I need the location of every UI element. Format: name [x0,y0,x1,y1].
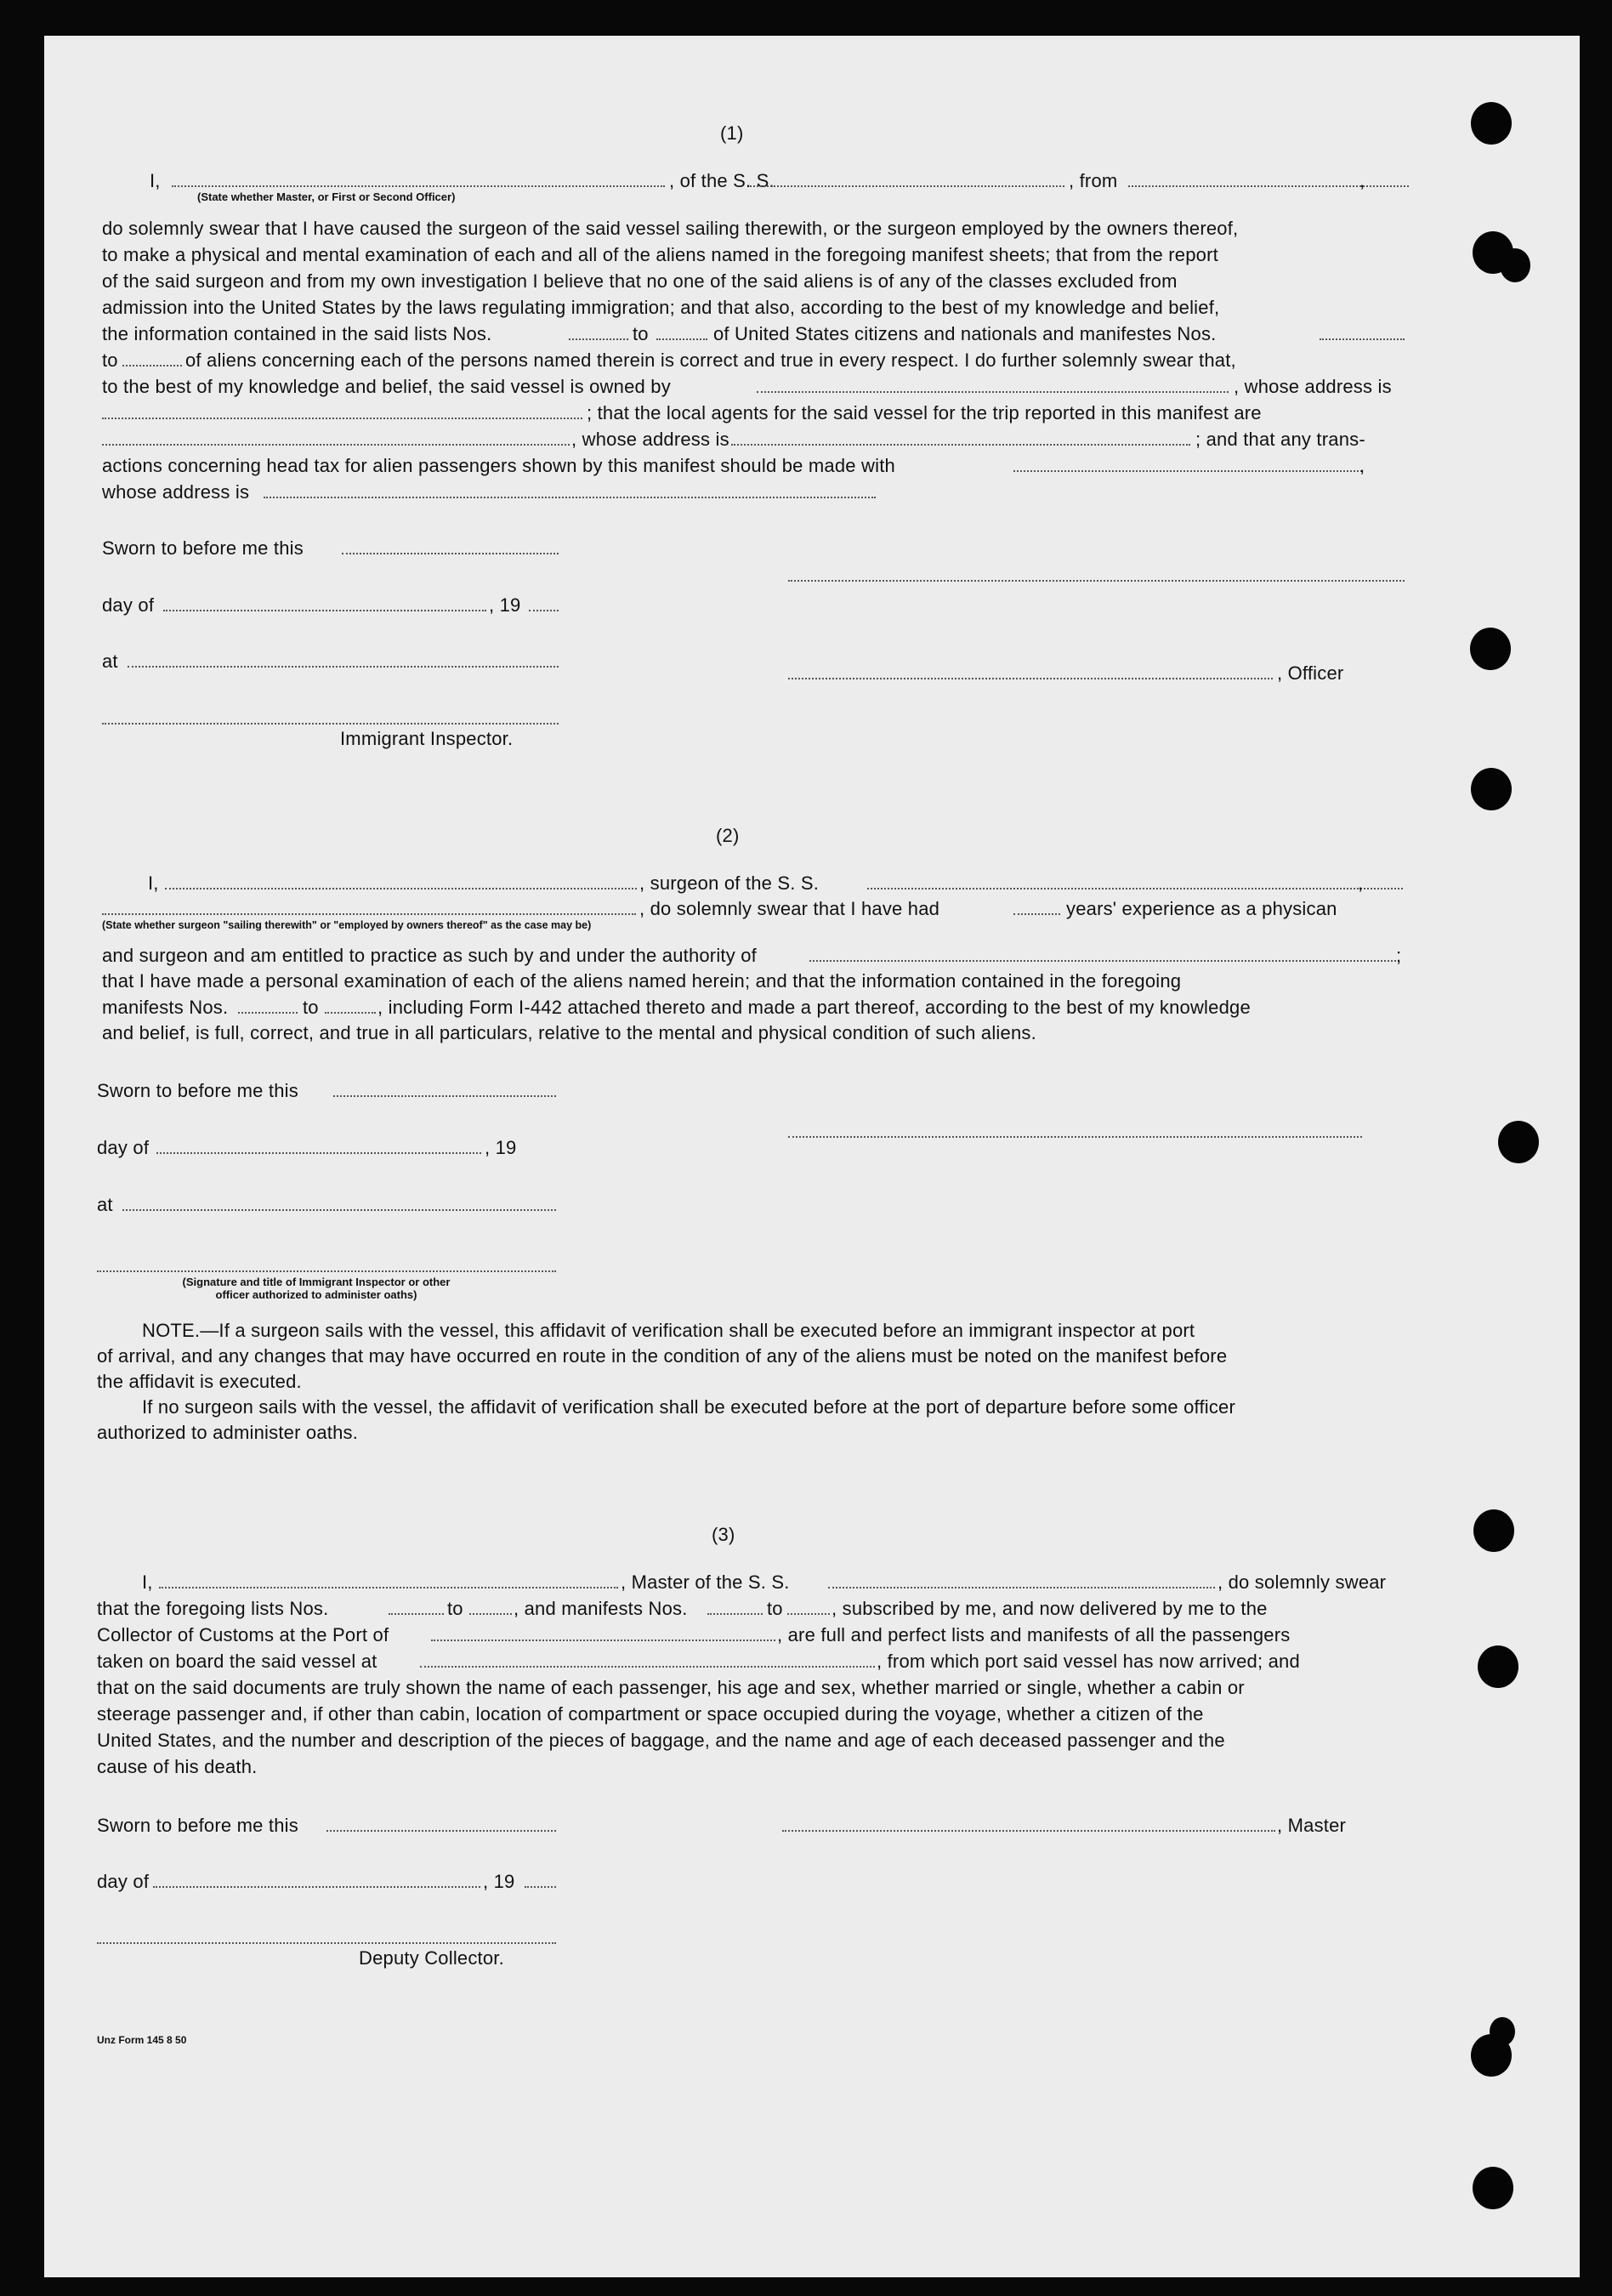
s2-surgeon-label: , surgeon of the S. S. [639,872,820,894]
s1-officer-field[interactable] [788,678,1273,679]
s3-manifest-to-field[interactable] [787,1613,830,1615]
s1-of-ss-label: , of the S. S. [669,170,775,191]
s1-officer-caption: (State whether Master, or First or Second Officer) [197,190,456,203]
punch-hole [1490,2017,1515,2046]
s2-authority-field[interactable] [809,960,1396,962]
s1-at-field[interactable] [128,666,559,668]
s1-line5-b: to [633,323,649,344]
s1-sworn-label: Sworn to before me this [102,537,304,559]
s2-years-field[interactable] [1013,913,1060,915]
s1-owner-field[interactable] [757,391,1229,393]
s3-line2-c: , and manifests Nos. [514,1598,688,1619]
punch-hole [1473,2167,1513,2209]
s1-at-label: at [102,651,118,672]
s2-inspector-signature-field[interactable] [97,1270,556,1272]
s1-from-label: , from [1069,170,1118,191]
s3-sworn-label: Sworn to before me this [97,1815,298,1836]
s3-line2-d: to [767,1598,783,1619]
s1-officer-name-field[interactable] [172,185,665,187]
s2-line5-c: , including Form I-442 attached thereto and made a part thereof, according to the best of my knowledge [377,997,1251,1018]
s3-deputy-label: Deputy Collector. [359,1947,504,1969]
s3-deputy-signature-field[interactable] [97,1942,556,1944]
s3-i-label: I, [142,1571,153,1593]
s3-line4-b: , from which port said vessel has now arrived; and [877,1651,1300,1672]
s3-line2-a: that the foregoing lists Nos. [97,1598,329,1619]
s2-at-label: at [97,1194,113,1215]
s2-line5-a: manifests Nos. [102,997,229,1018]
s2-day-of-field[interactable] [156,1152,481,1154]
s3-body-line-3: United States, and the number and description of the pieces of baggage, and the name and age of each deceased passenger and the [97,1730,1225,1751]
s1-end-comma: , [1359,170,1365,191]
s1-agents-field[interactable] [102,444,570,446]
s2-note2-line-2: authorized to administer oaths. [97,1422,359,1443]
s2-line3-b: ; [1396,945,1402,966]
s1-line8: ; that the local agents for the said vessel for the trip reported in this manifest are [587,402,1262,423]
s1-owner-address-field[interactable] [102,418,582,419]
s1-line6-b: of aliens concerning each of the persons named therein is correct and true in every respect. I do further solemnly swear that, [185,350,1236,371]
s2-note-line-1: NOTE.—If a surgeon sails with the vessel, this affidavit of verification shall be executed before an immigrant inspector at port [142,1320,1195,1341]
s1-line11: whose address is [102,481,250,503]
s2-signature-field[interactable] [788,1136,1362,1138]
form-id-label: Unz Form 145 8 50 [97,2034,187,2046]
punch-hole [1471,102,1512,145]
s2-year-label: , 19 [485,1137,517,1158]
punch-hole [1473,1509,1514,1552]
s1-line7-b: , whose address is [1234,376,1392,397]
s1-body-line-1: do solemnly swear that I have caused the surgeon of the said vessel sailing therewith, or the surgeon employed by the owners thereof, [102,218,1239,239]
s2-sig-caption-1: (Signature and title of Immigrant Inspector or other [182,1276,451,1288]
manifest-form-sheet [44,36,1580,2277]
s1-inspector-label: Immigrant Inspector. [340,728,514,749]
s1-list-to-field[interactable] [656,338,707,340]
s2-line4: that I have made a personal examination of each of the aliens named herein; and that the information contained in the foregoing [102,970,1182,992]
s1-manifest-from-field[interactable] [1320,338,1405,340]
s1-vessel-field[interactable] [750,185,1064,187]
section2-number: (2) [716,825,740,846]
s1-line10-comma: , [1359,455,1365,476]
s3-list-to-field[interactable] [469,1613,512,1615]
s2-manifest-to-field[interactable] [325,1012,376,1014]
s1-line6-a: to [102,350,118,371]
s1-signature-field[interactable] [788,580,1405,582]
s2-sworn-field[interactable] [333,1095,556,1097]
s2-line5-b: to [303,997,319,1018]
s2-line6: and belief, is full, correct, and true in all particulars, relative to the mental and physical condition of such aliens. [102,1022,1036,1043]
section1-number: (1) [720,122,744,144]
s2-at-field[interactable] [122,1209,556,1211]
s2-line2-b: years' experience as a physican [1066,898,1337,919]
s2-note-line-3: the affidavit is executed. [97,1371,302,1392]
s3-port-field[interactable] [431,1640,775,1641]
s1-line5-a: the information contained in the said lists Nos. [102,323,492,344]
s1-line10: actions concerning head tax for alien passengers shown by this manifest should be made with [102,455,895,476]
s3-manifest-from-field[interactable] [707,1613,763,1615]
s1-body-line-3: of the said surgeon and from my own investigation I believe that no one of the said aliens is of any of the classes excluded from [102,270,1178,292]
s3-line1-b: , do solemnly swear [1218,1571,1387,1593]
s1-from-field[interactable] [1128,185,1409,187]
s1-line5-c: of United States citizens and nationals and manifestes Nos. [713,323,1217,344]
s2-day-of-label: day of [97,1137,150,1158]
punch-hole [1471,768,1512,810]
s1-day-of-label: day of [102,594,155,616]
s3-body-line-1: that on the said documents are truly shown the name of each passenger, his age and sex, whether married or single, whether a cabin or [97,1677,1245,1698]
s1-year-field[interactable] [529,610,559,611]
s3-line4-a: taken on board the said vessel at [97,1651,377,1672]
s2-end-comma: , [1358,872,1364,894]
s3-master-label: , Master of the S. S. [621,1571,790,1593]
s2-sig-caption-2: officer authorized to administer oaths) [215,1288,417,1301]
s1-line9-a: , whose address is [571,429,729,450]
s3-master-signature-label: , Master [1277,1815,1347,1836]
s3-sworn-field[interactable] [326,1830,556,1832]
punch-hole [1470,628,1511,670]
s1-agents-address-field[interactable] [731,444,1190,446]
s1-head-tax-address-field[interactable] [264,497,876,498]
s2-line3-a: and surgeon and am entitled to practice as such by and under the authority of [102,945,757,966]
s3-line3-a: Collector of Customs at the Port of [97,1624,389,1645]
s3-list-from-field[interactable] [389,1613,444,1615]
s1-body-line-4: admission into the United States by the laws regulating immigration; and that also, according to the best of my knowledge and belief, [102,297,1220,318]
s3-line2-b: to [447,1598,463,1619]
s3-body-line-2: steerage passenger and, if other than cabin, location of compartment or space occupied during the voyage, whether a citizen of the [97,1703,1204,1725]
s3-master-signature-field[interactable] [782,1830,1275,1832]
s3-boarding-port-field[interactable] [420,1666,875,1668]
s1-officer-label: , Officer [1277,662,1344,684]
s1-body-line-2: to make a physical and mental examination of each and all of the aliens named in the foregoing manifest sheets; that from the report [102,244,1218,265]
s3-day-of-label: day of [97,1871,150,1892]
s2-sworn-label: Sworn to before me this [97,1080,298,1101]
s1-line9-b: ; and that any trans- [1195,429,1365,450]
s2-line2-a: , do solemnly swear that I have had [639,898,940,919]
s3-master-name-field[interactable] [159,1587,618,1588]
s2-vessel-field[interactable] [867,888,1403,889]
s2-note-line-2: of arrival, and any changes that may have occurred en route in the condition of any of the aliens must be noted on the manifest before [97,1345,1228,1367]
punch-hole [1498,1121,1539,1163]
s1-day-of-field[interactable] [163,610,486,611]
s1-year-label: , 19 [489,594,521,616]
s2-manifest-from-field[interactable] [238,1012,298,1014]
s1-sworn-field[interactable] [342,553,559,554]
s3-year-label: , 19 [483,1871,515,1892]
s3-line3-b: , are full and perfect lists and manifests of all the passengers [777,1624,1291,1645]
s2-caption: (State whether surgeon "sailing therewith" or "employed by owners thereof" as the case may be) [102,919,592,931]
s1-i-label: I, [150,170,161,191]
s1-list-from-field[interactable] [569,338,628,340]
s1-head-tax-field[interactable] [1013,470,1362,472]
s2-surgeon-name-field[interactable] [165,888,637,889]
section3-number: (3) [712,1524,735,1545]
s2-i-label: I, [148,872,159,894]
punch-hole [1478,1645,1518,1688]
s2-note2-line-1: If no surgeon sails with the vessel, the affidavit of verification shall be executed before at the port of departure before some officer [142,1396,1236,1418]
s3-line2-e: , subscribed by me, and now delivered by me to the [832,1598,1268,1619]
s3-day-of-field[interactable] [153,1886,480,1888]
s3-vessel-field[interactable] [828,1587,1215,1588]
s1-manifest-to-field[interactable] [122,365,182,367]
s1-line7-a: to the best of my knowledge and belief, the said vessel is owned by [102,376,671,397]
s2-capacity-field[interactable] [102,913,636,915]
s3-body-line-4: cause of his death. [97,1756,258,1777]
punch-hole [1500,248,1530,282]
s3-year-field[interactable] [525,1886,556,1888]
s1-inspector-signature-field[interactable] [102,723,559,725]
